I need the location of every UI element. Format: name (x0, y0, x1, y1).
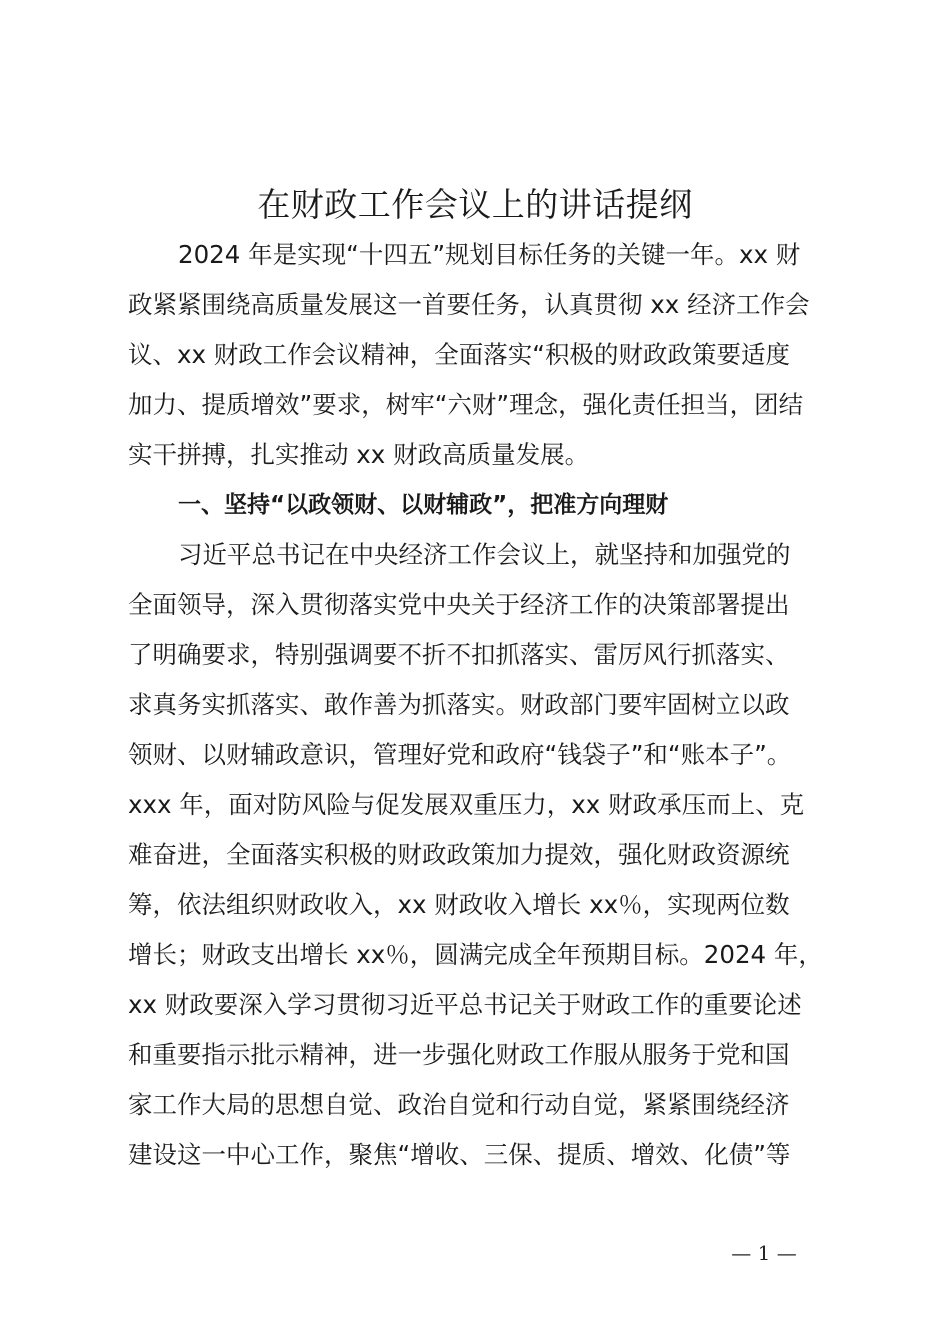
paragraph-line: 加力、提质增效”要求，树牢“六财”理念，强化责任担当，团结 (128, 390, 804, 419)
paragraph-line: 和重要指示批示精神，进一步强化财政工作服从服务于党和国 (128, 1040, 790, 1069)
paragraph-line: 求真务实抓落实、敢作善为抓落实。财政部门要牢固树立以政 (128, 690, 790, 719)
paragraph-line: 2024 年是实现“十四五”规划目标任务的关键一年。xx 财 (178, 240, 801, 269)
paragraph-line: 增长；财政支出增长 xx％，圆满完成全年预期目标。2024 年， (128, 940, 823, 969)
paragraph-line: 政紧紧围绕高质量发展这一首要任务，认真贯彻 xx 经济工作会 (128, 290, 810, 319)
paragraph-line: 实干拼搏，扎实推动 xx 财政高质量发展。 (128, 440, 590, 469)
paragraph-line: 筹，依法组织财政收入，xx 财政收入增长 xx％，实现两位数 (128, 890, 790, 919)
paragraph-line: 议、xx 财政工作会议精神，全面落实“积极的财政政策要适度 (128, 340, 790, 369)
paragraph-line: 家工作大局的思想自觉、政治自觉和行动自觉，紧紧围绕经济 (128, 1090, 790, 1119)
section-heading: 一、坚持“以政领财、以财辅政”，把准方向理财 (178, 492, 669, 518)
paragraph-line: xx 财政要深入学习贯彻习近平总书记关于财政工作的重要论述 (128, 990, 802, 1019)
paragraph-line: 全面领导，深入贯彻落实党中央关于经济工作的决策部署提出 (128, 590, 790, 619)
paragraph-line: 建设这一中心工作，聚焦“增收、三保、提质、增效、化债”等 (128, 1140, 791, 1169)
paragraph-line: 了明确要求，特别强调要不折不扣抓落实、雷厉风行抓落实、 (128, 640, 790, 669)
document-body (128, 230, 832, 1180)
paragraph-line: xxx 年，面对防风险与促发展双重压力，xx 财政承压而上、克 (128, 790, 805, 819)
document-title: 在财政工作会议上的讲话提纲 (257, 185, 693, 224)
paragraph-line: 领财、以财辅政意识，管理好党和政府“钱袋子”和“账本子”。 (128, 740, 792, 769)
page-number: — 1 — (731, 1241, 797, 1265)
paragraph-line: 难奋进，全面落实积极的财政政策加力提效，强化财政资源统 (128, 840, 790, 869)
paragraph-line: 习近平总书记在中央经济工作会议上，就坚持和加强党的 (178, 540, 791, 569)
